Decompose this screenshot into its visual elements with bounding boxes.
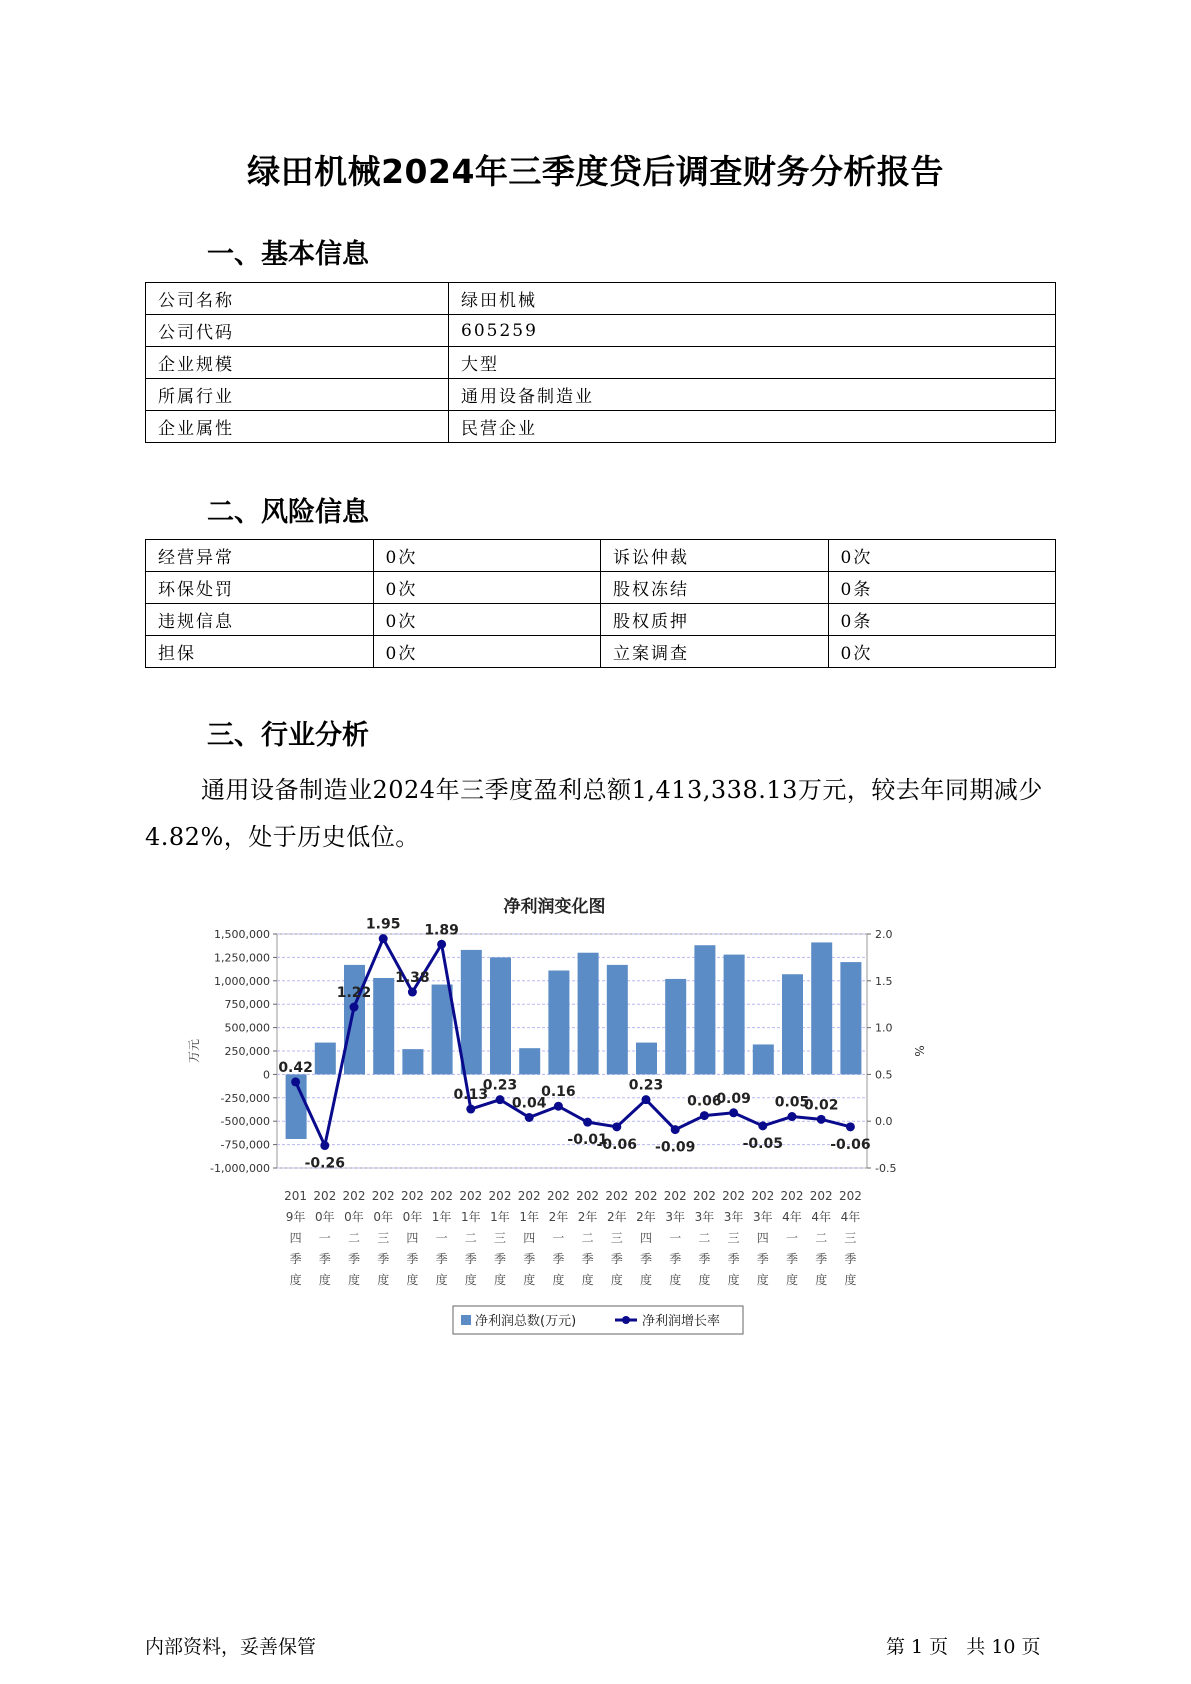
risk-item-value: 0次: [828, 540, 1056, 572]
table-row: [146, 572, 1056, 604]
risk-item-label: 担保: [146, 636, 374, 668]
risk-item-label: 违规信息: [146, 604, 374, 636]
growth-rate-point: [583, 1118, 592, 1127]
growth-rate-data-label: 0.23: [482, 1077, 518, 1094]
x-axis-tick-label: 202 1年一季度: [430, 1189, 454, 1287]
y-axis-tick-label: 250,000: [224, 1045, 270, 1058]
section-heading-risk-info: 二、风险信息: [207, 497, 369, 528]
legend-line-label: 净利润增长率: [642, 1314, 721, 1329]
y-axis-title: 万元: [187, 1038, 201, 1064]
bar: [490, 957, 511, 1074]
growth-rate-data-label: 0.04: [511, 1095, 547, 1112]
table-row: [146, 347, 1056, 379]
x-axis-tick-label: 202 1年四季度: [517, 1189, 541, 1287]
risk-item-value: 0次: [373, 604, 601, 636]
growth-rate-data-label: 0.13: [453, 1087, 489, 1104]
footer-page-number: 第 1 页 共 10 页: [886, 1636, 1041, 1658]
growth-rate-data-label: 1.89: [424, 922, 459, 939]
basic-info-value: 大型: [449, 347, 1056, 379]
growth-rate-point: [408, 988, 417, 997]
bar: [461, 950, 482, 1074]
y-axis-tick-label: 0: [263, 1068, 270, 1082]
table-row: [146, 315, 1056, 347]
bar: [636, 1043, 657, 1075]
bar: [315, 1043, 336, 1075]
basic-info-value: 通用设备制造业: [449, 379, 1056, 411]
bar: [519, 1048, 540, 1074]
risk-item-value: 0次: [373, 636, 601, 668]
growth-rate-data-label: 1.95: [365, 916, 401, 933]
risk-item-label: 诉讼仲裁: [601, 540, 829, 572]
growth-rate-data-label: 0.05: [774, 1094, 810, 1111]
x-axis-tick-label: 202 3年一季度: [663, 1189, 687, 1287]
x-axis-tick-label: 202 0年二季度: [342, 1189, 366, 1287]
x-axis-tick-label: 202 0年三季度: [371, 1189, 395, 1287]
x-axis-tick-label: 201 9年四季度: [284, 1189, 308, 1287]
bar: [840, 962, 861, 1074]
y-axis-tick-label: 1,000,000: [214, 974, 270, 988]
bar: [665, 979, 686, 1074]
bar: [373, 978, 394, 1074]
risk-item-value: 0次: [373, 572, 601, 604]
growth-rate-data-label: -0.05: [742, 1135, 783, 1152]
growth-rate-point: [817, 1115, 826, 1124]
x-axis-tick-label: 202 2年二季度: [576, 1189, 600, 1287]
y2-axis-tick-label: 0.0: [875, 1115, 893, 1129]
growth-rate-point: [671, 1125, 680, 1134]
y-axis-tick-label: 500,000: [224, 1021, 270, 1035]
report-title: 绿田机械2024年三季度贷后调查财务分析报告: [247, 152, 944, 191]
growth-rate-point: [612, 1122, 621, 1131]
growth-rate-point: [379, 934, 388, 943]
risk-item-label: 经营异常: [146, 540, 374, 572]
legend-bar-swatch: [461, 1315, 471, 1325]
bar: [578, 953, 599, 1075]
y-axis-tick-label: -250,000: [220, 1091, 270, 1105]
footer-confidential-note: 内部资料，妥善保管: [145, 1636, 317, 1658]
growth-rate-point: [729, 1108, 738, 1117]
chart-title: 净利润变化图: [503, 897, 606, 917]
growth-rate-point: [466, 1105, 475, 1114]
x-axis-tick-label: 202 3年三季度: [722, 1189, 746, 1287]
basic-info-value: 绿田机械: [449, 283, 1056, 315]
growth-rate-point: [554, 1102, 563, 1111]
growth-rate-point: [291, 1077, 300, 1086]
growth-rate-point: [496, 1095, 505, 1104]
x-axis-tick-label: 202 2年三季度: [605, 1189, 629, 1287]
growth-rate-data-label: -0.06: [596, 1136, 637, 1153]
basic-info-table: [145, 282, 1056, 443]
y2-axis-title: %: [912, 1045, 926, 1057]
growth-rate-data-label: 0.02: [803, 1097, 839, 1114]
basic-info-label: 公司名称: [146, 283, 449, 315]
bar: [753, 1044, 774, 1074]
x-axis-tick-label: 202 0年四季度: [400, 1189, 424, 1287]
y2-axis-tick-label: -0.5: [875, 1162, 897, 1175]
table-row: [146, 379, 1056, 411]
growth-rate-data-label: 1.22: [336, 985, 372, 1002]
growth-rate-data-label: -0.09: [655, 1139, 696, 1156]
risk-item-value: 0次: [828, 636, 1056, 668]
bar: [724, 955, 745, 1075]
risk-item-value: 0条: [828, 604, 1056, 636]
y-axis-tick-label: 1,250,000: [214, 951, 270, 965]
growth-rate-data-label: 0.42: [278, 1059, 313, 1076]
growth-rate-data-label: 1.38: [395, 970, 430, 987]
growth-rate-point: [758, 1121, 767, 1130]
x-axis-tick-label: 202 3年二季度: [692, 1189, 716, 1287]
growth-rate-data-label: 0.23: [628, 1077, 664, 1094]
basic-info-label: 企业规模: [146, 347, 449, 379]
risk-item-value: 0次: [373, 540, 601, 572]
growth-rate-data-label: 0.16: [541, 1084, 576, 1101]
net-profit-chart: [180, 888, 940, 1343]
table-row: [146, 540, 1056, 572]
industry-analysis-paragraph: 通用设备制造业2024年三季度盈利总额1,413,338.13万元，较去年同期减少4.82%，处于历史低位。: [145, 776, 1043, 851]
bar: [607, 965, 628, 1075]
y2-axis-tick-label: 1.5: [875, 974, 893, 988]
growth-rate-point: [437, 940, 446, 949]
section-heading-basic-info: 一、基本信息: [207, 239, 369, 270]
section-heading-industry-analysis: 三、行业分析: [207, 720, 369, 751]
growth-rate-point: [320, 1141, 329, 1150]
y-axis-tick-label: -1,000,000: [210, 1162, 270, 1175]
y-axis-tick-label: -500,000: [220, 1115, 270, 1129]
growth-rate-data-label: -0.01: [567, 1132, 608, 1149]
table-row: [146, 283, 1056, 315]
y2-axis-tick-label: 2.0: [875, 928, 893, 941]
risk-item-label: 股权质押: [601, 604, 829, 636]
legend-bar-label: 净利润总数(万元): [475, 1314, 577, 1329]
basic-info-value: 605259: [449, 315, 1056, 347]
y-axis-tick-label: 1,500,000: [214, 928, 270, 941]
growth-rate-data-label: 0.06: [687, 1093, 722, 1110]
bar: [811, 942, 832, 1074]
table-row: [146, 636, 1056, 668]
growth-rate-point: [642, 1095, 651, 1104]
growth-rate-point: [846, 1122, 855, 1131]
y2-axis-tick-label: 1.0: [875, 1021, 893, 1035]
growth-rate-data-label: 0.09: [716, 1090, 751, 1107]
table-row: [146, 604, 1056, 636]
bar: [432, 985, 453, 1075]
bar: [782, 974, 803, 1074]
growth-rate-point: [525, 1113, 534, 1122]
basic-info-label: 公司代码: [146, 315, 449, 347]
growth-rate-data-label: -0.26: [304, 1155, 345, 1172]
risk-item-value: 0条: [828, 572, 1056, 604]
risk-item-label: 立案调查: [601, 636, 829, 668]
bar: [694, 945, 715, 1074]
bar: [402, 1049, 423, 1074]
y-axis-tick-label: 750,000: [224, 998, 270, 1012]
bar: [344, 965, 365, 1075]
x-axis-tick-label: 202 4年二季度: [809, 1189, 833, 1287]
x-axis-tick-label: 202 1年三季度: [488, 1189, 512, 1287]
basic-info-label: 企业属性: [146, 411, 449, 443]
risk-item-label: 股权冻结: [601, 572, 829, 604]
bar: [548, 971, 569, 1075]
y2-axis-tick-label: 0.5: [875, 1068, 893, 1082]
x-axis-tick-label: 202 3年四季度: [751, 1189, 775, 1287]
risk-item-label: 环保处罚: [146, 572, 374, 604]
risk-info-table: [145, 539, 1056, 668]
legend-line-marker: [622, 1316, 630, 1324]
basic-info-value: 民营企业: [449, 411, 1056, 443]
y-axis-tick-label: -750,000: [220, 1138, 270, 1152]
x-axis-tick-label: 202 2年一季度: [546, 1189, 570, 1287]
x-axis-tick-label: 202 1年二季度: [459, 1189, 483, 1287]
x-axis-tick-label: 202 0年一季度: [313, 1189, 337, 1287]
basic-info-label: 所属行业: [146, 379, 449, 411]
growth-rate-point: [700, 1111, 709, 1120]
x-axis-tick-label: 202 4年三季度: [838, 1189, 862, 1287]
table-row: [146, 411, 1056, 443]
growth-rate-point: [788, 1112, 797, 1121]
growth-rate-data-label: -0.06: [830, 1136, 871, 1153]
x-axis-tick-label: 202 2年四季度: [634, 1189, 658, 1287]
growth-rate-point: [350, 1003, 359, 1012]
x-axis-tick-label: 202 4年一季度: [780, 1189, 804, 1287]
